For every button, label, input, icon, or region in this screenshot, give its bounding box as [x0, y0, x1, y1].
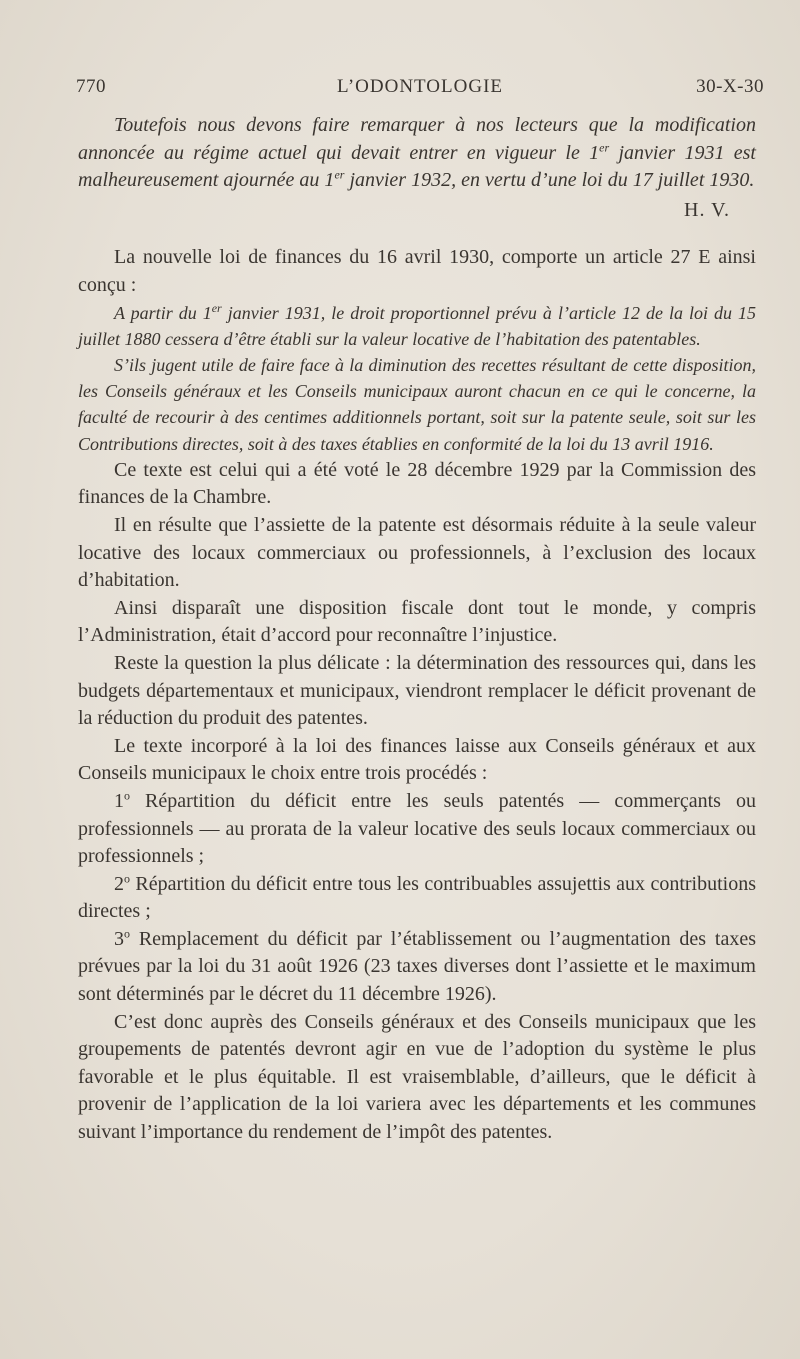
- procedure-degree: o: [124, 926, 130, 941]
- closing-paragraph: C’est donc auprès des Conseils généraux et des Conseils municipaux que les groupements de patentés devront agir en vue de l’adoption du système le plus favorable et le plus équitable. Il est vraisemblable, d’ailleurs, que le déficit à provenir de l’application de la loi variera avec les départements et les communes suivant l’importance du rendement de l’impôt des patentes.: [78, 1010, 756, 1144]
- procedure-text: Répartition du déficit entre tous les contribuables assujettis aux contributions directes ;: [78, 872, 756, 923]
- law-intro: La nouvelle loi de finances du 16 avril 1930, comporte un article 27 E ainsi conçu :: [78, 246, 756, 296]
- law-article-text-1: A partir du 1: [114, 302, 212, 323]
- procedure-number: 2: [114, 872, 124, 895]
- procedure-item-3: [78, 926, 756, 1009]
- paragraph: Le texte incorporé à la loi des finances laisse aux Conseils généraux et aux Conseils municipaux le choix entre trois procédés :: [78, 734, 756, 785]
- article-body: [78, 112, 756, 1147]
- page-number: 770: [76, 76, 106, 97]
- procedure-text: Remplacement du déficit par l’établissement ou l’augmentation des taxes prévues par la loi du 31 août 1926 (23 taxes diverses dont l’assiette et le maximum sont déterminés par le décret du 11 décembre 1926).: [78, 927, 756, 1006]
- paragraph: Ainsi disparaît une disposition fiscale dont tout le monde, y compris l’Administration, était d’accord pour reconnaître l’injustice.: [78, 596, 756, 647]
- law-article-text-2: janvier 1931, le droit proportionnel prévu à l’article 12 de la loi du 15 juillet 1880 cessera d’être établi sur la valeur locative de l’habitation des patentables.: [78, 302, 756, 349]
- running-header: [76, 76, 764, 104]
- procedure-item-2: [78, 871, 756, 926]
- note-text-3: janvier 1932, en vertu d’une loi du 17 juillet 1930.: [344, 169, 755, 192]
- law-article-paragraph-1: [78, 300, 756, 352]
- note-signature: H. V.: [684, 198, 730, 221]
- procedure-number: 3: [114, 927, 124, 950]
- law-article-paragraph-2: S’ils jugent utile de faire face à la diminution des recettes résultant de cette disposition, les Conseils généraux et les Conseils municipaux auront chacun en ce qui le concerne, la faculté de recourir à des centimes additionnels portant, soit sur la patente seule, soit sur les Contributions directes, soit à des taxes établies en conformité de la loi du 13 avril 1916.: [78, 354, 756, 454]
- law-article-sup: er: [211, 300, 222, 315]
- issue-date: 30-X-30: [696, 76, 764, 97]
- paragraph: Il en résulte que l’assiette de la patente est désormais réduite à la seule valeur locative des locaux commerciaux ou professionnels, à l’exclusion des locaux d’habitation.: [78, 513, 756, 592]
- paragraph: Ce texte est celui qui a été voté le 28 décembre 1929 par la Commission des finances de la Chambre.: [78, 458, 756, 509]
- note-sup-2: er: [334, 167, 345, 182]
- note-text-2: janvier 1931 est malheureusement ajournée au 1: [78, 141, 756, 192]
- procedure-degree: o: [124, 788, 130, 803]
- procedure-text: Répartition du déficit entre les seuls patentés — commerçants ou professionnels — au prorata de la valeur locative des seuls locaux commerciaux ou professionnels ;: [78, 789, 756, 868]
- journal-title: L’ODONTOLOGIE: [336, 76, 504, 97]
- editorial-note: [78, 112, 756, 195]
- procedure-number: 1: [114, 789, 124, 812]
- procedure-degree: o: [124, 871, 130, 886]
- note-text-1: Toutefois nous devons faire remarquer à nos lecteurs que la modification annoncée au régime actuel qui devait entrer en vigueur le 1: [78, 114, 756, 164]
- note-sup-1: er: [599, 139, 610, 154]
- procedure-item-1: [78, 788, 756, 871]
- paragraph: Reste la question la plus délicate : la détermination des ressources qui, dans les budgets départementaux et municipaux, viendront remplacer le déficit provenant de la réduction du produit des patentes.: [78, 651, 756, 730]
